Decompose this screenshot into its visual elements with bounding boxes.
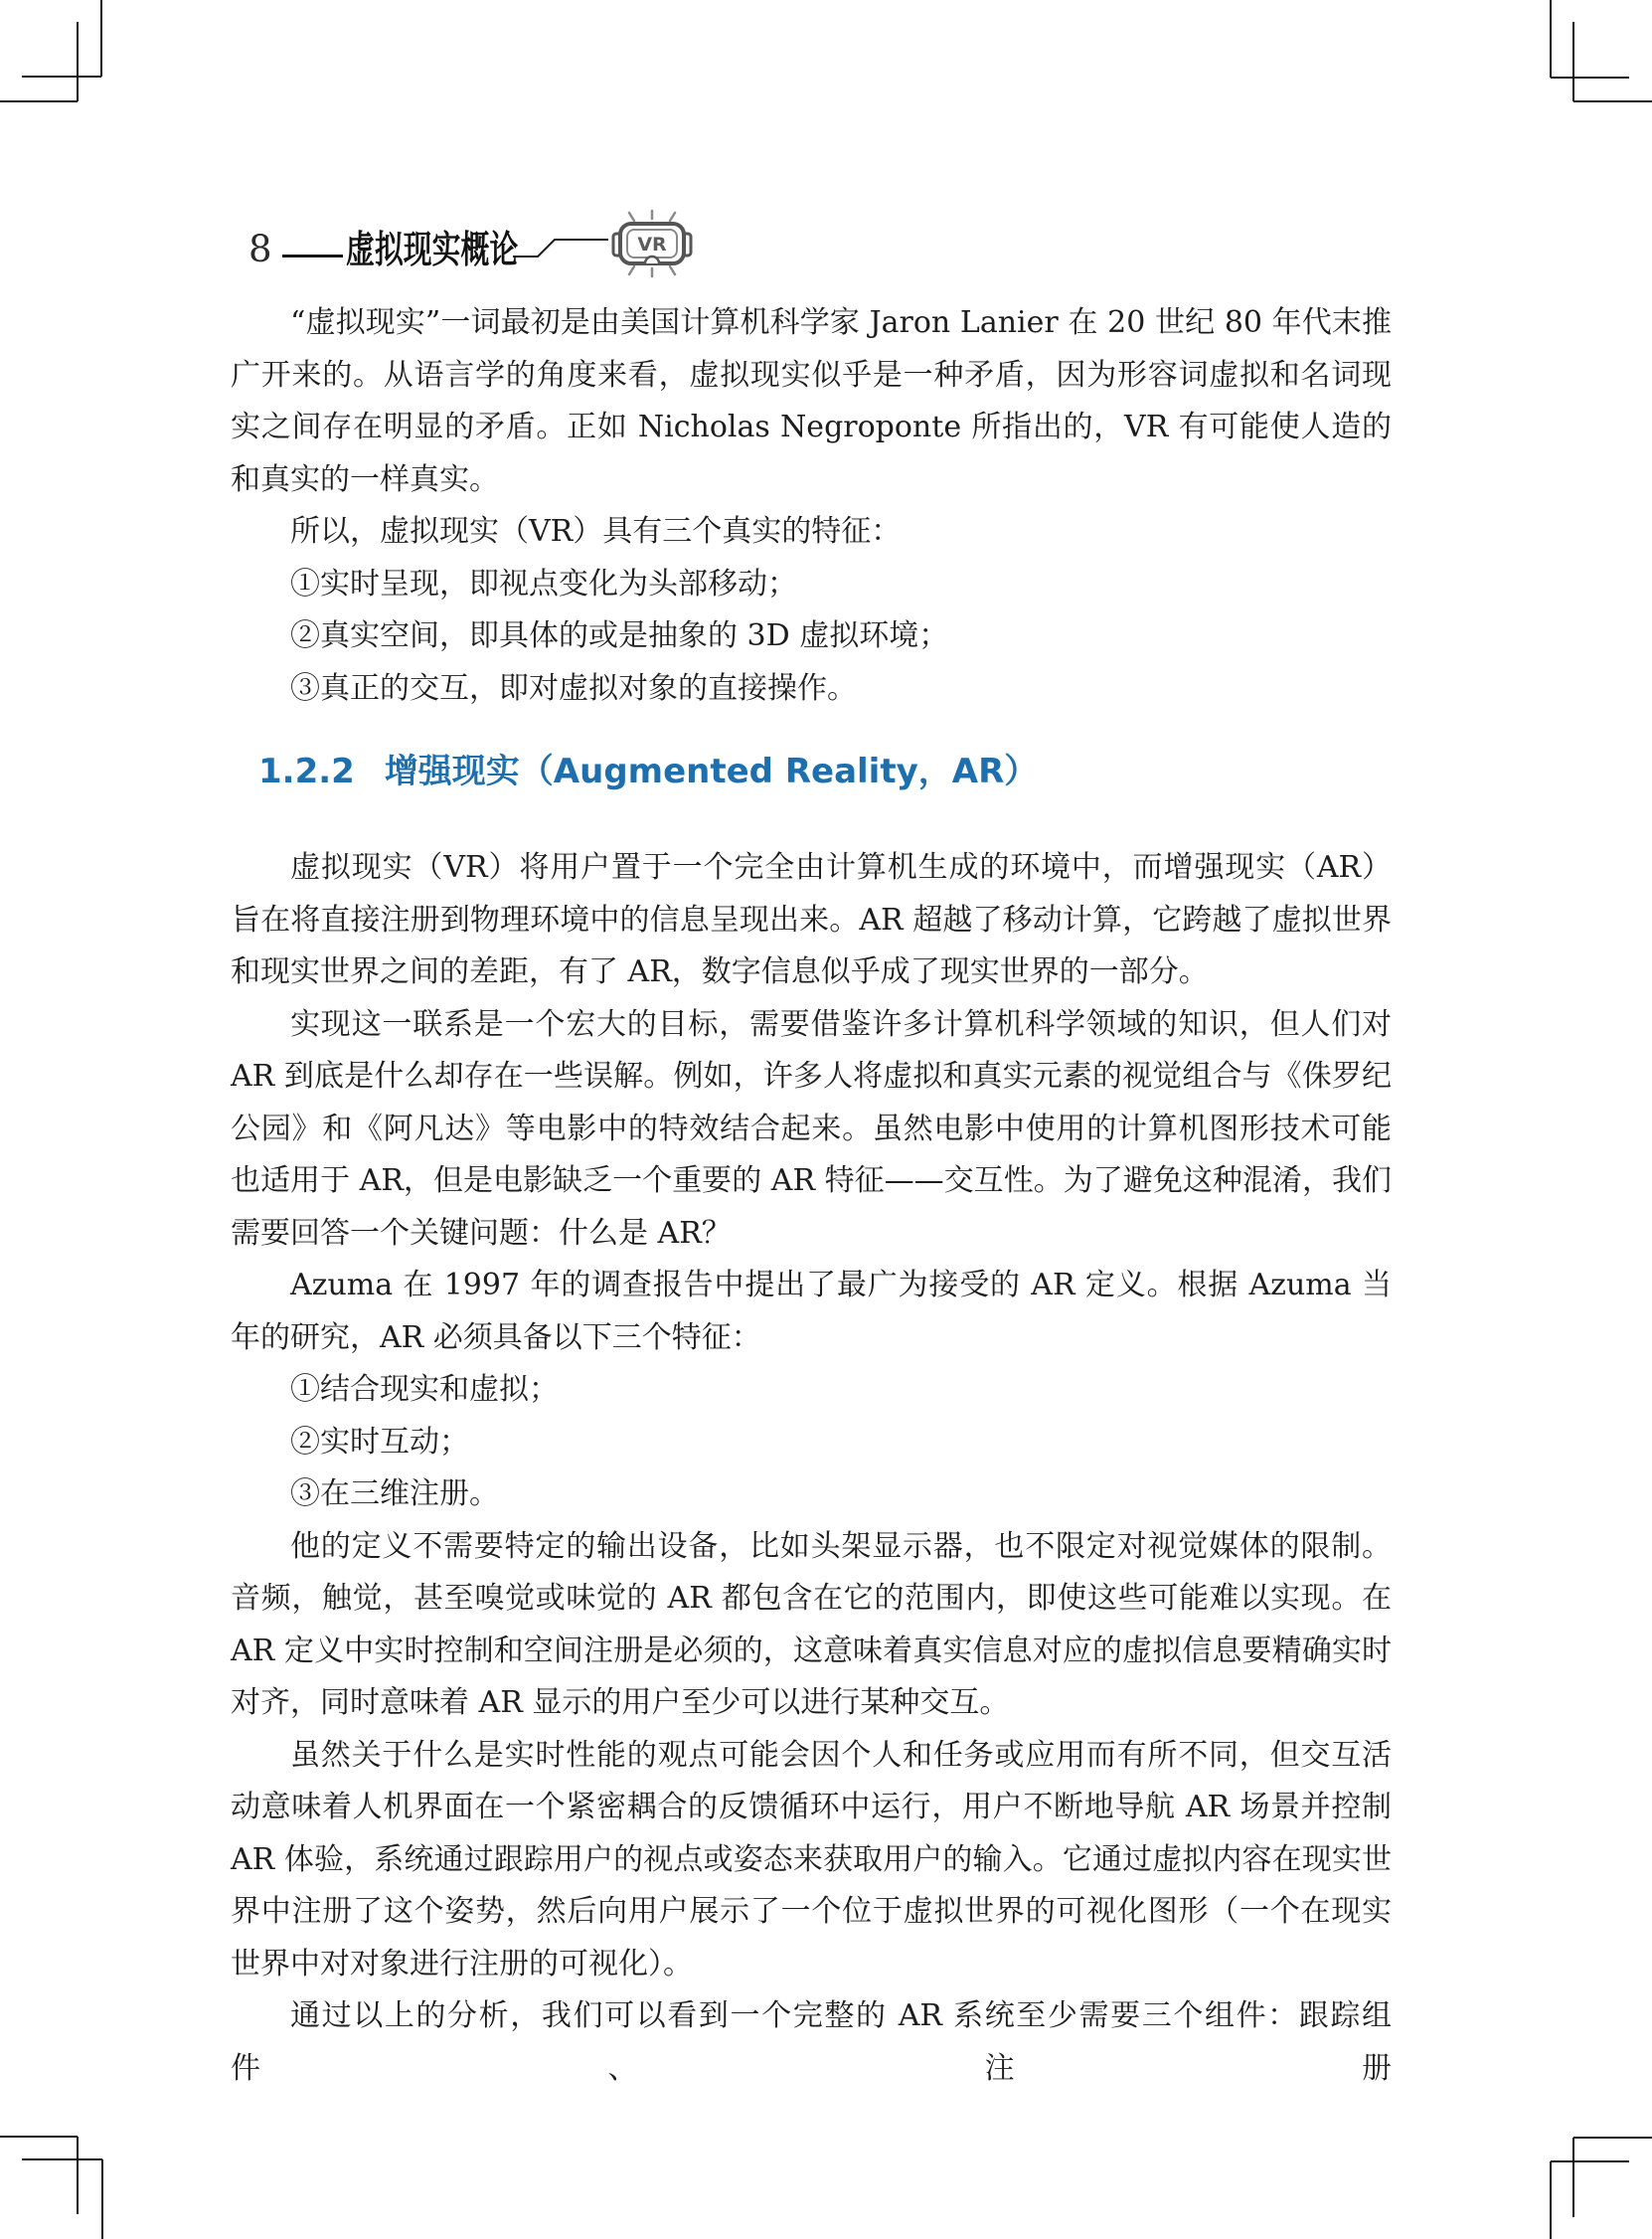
list-item: ①实时呈现，即视点变化为头部移动； bbox=[290, 566, 797, 602]
vr-headset-logo-icon bbox=[606, 208, 698, 279]
list-item: ②实时互动； bbox=[290, 1424, 469, 1460]
paragraph: 虚拟现实（VR）将用户置于一个完全由计算机生成的环境中，而增强现实（AR）旨在将直接注册到物理环境中的信息呈现出来。AR 超越了移动计算，它跨越了虚拟世界和现实世界之间的差距，有了 AR，数字信息似乎成了现实世界的一部分。 bbox=[231, 850, 1392, 989]
section-title: 增强现实（Augmented Reality，AR） bbox=[384, 752, 1039, 791]
section-number: 1.2.2 bbox=[258, 752, 355, 791]
list-item: ③真正的交互，即对虚拟对象的直接操作。 bbox=[290, 670, 857, 706]
paragraph: Azuma 在 1997 年的调查报告中提出了最广为接受的 AR 定义。根据 Azuma 当年的研究，AR 必须具备以下三个特征： bbox=[231, 1268, 1392, 1355]
paragraph: “虚拟现实”一词最初是由美国计算机科学家 Jaron Lanier 在 20 世纪 80 年代末推广开来的。从语言学的角度来看，虚拟现实似乎是一种矛盾，因为形容词虚拟和名词现实之间存在明显的矛盾。正如 Nicholas Negroponte 所指出的，VR 有可能使人造的和真实的一样真实。 bbox=[231, 305, 1392, 497]
paragraph: 实现这一联系是一个宏大的目标，需要借鉴许多计算机科学领域的知识，但人们对 AR 到底是什么却存在一些误解。例如，许多人将虚拟和真实元素的视觉组合与《侏罗纪公园》和《阿凡达》等电影中的特效结合起来。虽然电影中使用的计算机图形技术可能也适用于 AR，但是电影缺乏一个重要的 AR 特征——交互性。为了避免这种混淆，我们需要回答一个关键问题：什么是 AR？ bbox=[231, 1006, 1392, 1251]
page-number: 8 bbox=[248, 228, 272, 270]
header-connector-line bbox=[0, 0, 696, 298]
page-body bbox=[231, 297, 1392, 2095]
book-title: 虚拟现实概论 bbox=[346, 228, 519, 271]
list-item: ②真实空间，即具体的或是抽象的 3D 虚拟环境； bbox=[290, 618, 949, 653]
vr-logo-label: VR bbox=[637, 234, 667, 256]
section-heading bbox=[231, 742, 1392, 801]
list-item: ①结合现实和虚拟； bbox=[290, 1372, 559, 1407]
list-item: ③在三维注册。 bbox=[290, 1476, 499, 1511]
paragraph: 虽然关于什么是实时性能的观点可能会因个人和任务或应用而有所不同，但交互活动意味着人机界面在一个紧密耦合的反馈循环中运行，用户不断地导航 AR 场景并控制 AR 体验，系统通过跟踪用户的视点或姿态来获取用户的输入。它通过虚拟内容在现实世界中注册了这个姿势，然后向用户展示了一个位于虚拟世界的可视化图形（一个在现实世界中对对象进行注册的可视化）。 bbox=[231, 1737, 1392, 1981]
paragraph: 他的定义不需要特定的输出设备，比如头架显示器，也不限定对视觉媒体的限制。音频，触觉，甚至嗅觉或味觉的 AR 都包含在它的范围内，即使这些可能难以实现。在 AR 定义中实时控制和空间注册是必须的，这意味着真实信息对应的虚拟信息要精确实时对齐，同时意味着 AR 显示的用户至少可以进行某种交互。 bbox=[231, 1528, 1392, 1720]
paragraph: 所以，虚拟现实（VR）具有三个真实的特征： bbox=[290, 514, 902, 549]
running-head bbox=[0, 0, 1652, 298]
paragraph: 通过以上的分析，我们可以看到一个完整的 AR 系统至少需要三个组件：跟踪组件、注册 bbox=[231, 1998, 1392, 2086]
